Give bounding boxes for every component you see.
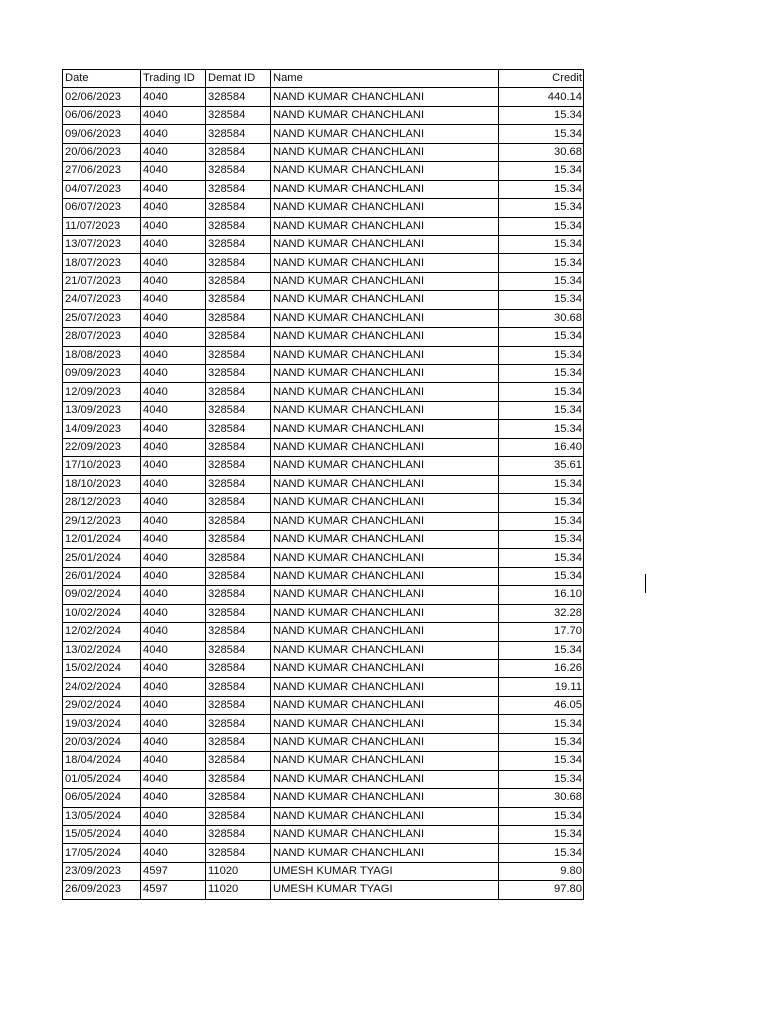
cell-credit[interactable]: 9.80 [499,862,584,880]
cell-date[interactable]: 29/02/2024 [63,696,141,714]
cell-date[interactable]: 28/12/2023 [63,494,141,512]
cell-demat-id[interactable]: 328584 [206,420,271,438]
cell-date[interactable]: 12/01/2024 [63,530,141,548]
cell-demat-id[interactable]: 328584 [206,512,271,530]
cell-trading-id[interactable]: 4040 [141,272,206,290]
table-row [63,365,584,383]
cell-date[interactable]: 25/01/2024 [63,549,141,567]
cell-date[interactable]: 17/05/2024 [63,844,141,862]
cell-name[interactable]: NAND KUMAR CHANCHLANI [271,494,499,512]
cell-demat-id[interactable]: 328584 [206,199,271,217]
table-row [63,401,584,419]
cell-trading-id[interactable]: 4040 [141,401,206,419]
cell-date[interactable]: 09/09/2023 [63,365,141,383]
cell-trading-id[interactable]: 4040 [141,438,206,456]
cell-credit[interactable]: 17.70 [499,623,584,641]
cell-demat-id[interactable]: 328584 [206,291,271,309]
cell-date[interactable]: 19/03/2024 [63,715,141,733]
cell-name[interactable]: NAND KUMAR CHANCHLANI [271,530,499,548]
cell-trading-id[interactable]: 4040 [141,807,206,825]
cell-name[interactable]: NAND KUMAR CHANCHLANI [271,641,499,659]
table-row [63,660,584,678]
cell-demat-id[interactable]: 328584 [206,530,271,548]
cell-trading-id[interactable]: 4040 [141,217,206,235]
cell-name[interactable]: NAND KUMAR CHANCHLANI [271,733,499,751]
cell-name[interactable]: NAND KUMAR CHANCHLANI [271,420,499,438]
table-row [63,567,584,585]
cell-date[interactable]: 18/10/2023 [63,475,141,493]
cell-demat-id[interactable]: 328584 [206,438,271,456]
cell-demat-id[interactable]: 11020 [206,862,271,880]
cell-name[interactable]: NAND KUMAR CHANCHLANI [271,457,499,475]
cell-trading-id[interactable]: 4040 [141,199,206,217]
cell-demat-id[interactable]: 328584 [206,733,271,751]
table-row [63,752,584,770]
cell-demat-id[interactable]: 328584 [206,383,271,401]
table-header-row [63,70,584,88]
cell-credit[interactable]: 15.34 [499,770,584,788]
table-row [63,291,584,309]
cell-date[interactable]: 18/07/2023 [63,254,141,272]
cell-demat-id[interactable]: 11020 [206,881,271,899]
cell-trading-id[interactable]: 4040 [141,309,206,327]
header-trading-id[interactable]: Trading ID [141,70,206,88]
table-row [63,494,584,512]
cell-trading-id[interactable]: 4040 [141,346,206,364]
cell-demat-id[interactable]: 328584 [206,586,271,604]
cell-credit[interactable]: 15.34 [499,199,584,217]
cell-trading-id[interactable]: 4040 [141,660,206,678]
cell-trading-id[interactable]: 4040 [141,162,206,180]
cell-date[interactable]: 21/07/2023 [63,272,141,290]
table-row [63,383,584,401]
table-row [63,235,584,253]
cell-date[interactable]: 15/02/2024 [63,660,141,678]
header-name[interactable]: Name [271,70,499,88]
cell-date[interactable]: 13/07/2023 [63,235,141,253]
cell-name[interactable]: NAND KUMAR CHANCHLANI [271,660,499,678]
cell-trading-id[interactable]: 4040 [141,106,206,124]
table-row [63,162,584,180]
cell-date[interactable]: 20/03/2024 [63,733,141,751]
cell-credit[interactable]: 15.34 [499,715,584,733]
cell-name[interactable]: NAND KUMAR CHANCHLANI [271,401,499,419]
cell-demat-id[interactable]: 328584 [206,696,271,714]
cell-credit[interactable]: 30.68 [499,143,584,161]
cell-date[interactable]: 09/02/2024 [63,586,141,604]
cell-demat-id[interactable]: 328584 [206,217,271,235]
cell-demat-id[interactable]: 328584 [206,604,271,622]
table-row [63,272,584,290]
cell-name[interactable]: NAND KUMAR CHANCHLANI [271,807,499,825]
cell-credit[interactable]: 15.34 [499,235,584,253]
cell-name[interactable]: NAND KUMAR CHANCHLANI [271,180,499,198]
cell-demat-id[interactable]: 328584 [206,309,271,327]
cell-name[interactable]: NAND KUMAR CHANCHLANI [271,125,499,143]
cell-name[interactable]: NAND KUMAR CHANCHLANI [271,254,499,272]
cell-trading-id[interactable]: 4040 [141,125,206,143]
table-row [63,586,584,604]
cell-name[interactable]: NAND KUMAR CHANCHLANI [271,770,499,788]
cell-trading-id[interactable]: 4040 [141,180,206,198]
cell-credit[interactable]: 15.34 [499,752,584,770]
cell-trading-id[interactable]: 4040 [141,789,206,807]
cell-date[interactable]: 28/07/2023 [63,328,141,346]
cell-name[interactable]: NAND KUMAR CHANCHLANI [271,844,499,862]
cell-trading-id[interactable]: 4040 [141,494,206,512]
cell-name[interactable]: NAND KUMAR CHANCHLANI [271,309,499,327]
cell-date[interactable]: 14/09/2023 [63,420,141,438]
table-row [63,309,584,327]
cell-demat-id[interactable]: 328584 [206,180,271,198]
cell-credit[interactable]: 19.11 [499,678,584,696]
table-row [63,106,584,124]
cell-trading-id[interactable]: 4040 [141,567,206,585]
cell-credit[interactable]: 15.34 [499,254,584,272]
cell-demat-id[interactable]: 328584 [206,88,271,106]
cell-date[interactable]: 17/10/2023 [63,457,141,475]
cell-trading-id[interactable]: 4040 [141,696,206,714]
cell-trading-id[interactable]: 4040 [141,530,206,548]
cell-trading-id[interactable]: 4040 [141,512,206,530]
table-row [63,604,584,622]
cell-demat-id[interactable]: 328584 [206,752,271,770]
table-row [63,125,584,143]
cell-date[interactable]: 25/07/2023 [63,309,141,327]
cell-credit[interactable]: 15.34 [499,383,584,401]
cell-name[interactable]: NAND KUMAR CHANCHLANI [271,438,499,456]
table-row [63,733,584,751]
cell-trading-id[interactable]: 4597 [141,881,206,899]
table-row [63,715,584,733]
cell-name[interactable]: NAND KUMAR CHANCHLANI [271,328,499,346]
cell-name[interactable]: UMESH KUMAR TYAGI [271,862,499,880]
cell-name[interactable]: NAND KUMAR CHANCHLANI [271,825,499,843]
cell-name[interactable]: UMESH KUMAR TYAGI [271,881,499,899]
cell-trading-id[interactable]: 4040 [141,752,206,770]
cell-date[interactable]: 01/05/2024 [63,770,141,788]
cell-trading-id[interactable]: 4040 [141,420,206,438]
table-row [63,881,584,899]
cell-trading-id[interactable]: 4040 [141,291,206,309]
cell-trading-id[interactable]: 4040 [141,678,206,696]
cell-credit[interactable]: 15.34 [499,365,584,383]
table-row [63,457,584,475]
cell-credit[interactable]: 15.34 [499,549,584,567]
cell-credit[interactable]: 15.34 [499,106,584,124]
cell-trading-id[interactable]: 4597 [141,862,206,880]
cell-trading-id[interactable]: 4040 [141,457,206,475]
cell-demat-id[interactable]: 328584 [206,770,271,788]
cell-name[interactable]: NAND KUMAR CHANCHLANI [271,604,499,622]
cell-credit[interactable]: 15.34 [499,512,584,530]
cell-date[interactable]: 27/06/2023 [63,162,141,180]
cell-date[interactable]: 12/09/2023 [63,383,141,401]
cell-name[interactable]: NAND KUMAR CHANCHLANI [271,199,499,217]
cell-date[interactable]: 18/08/2023 [63,346,141,364]
cell-credit[interactable]: 35.61 [499,457,584,475]
cell-name[interactable]: NAND KUMAR CHANCHLANI [271,217,499,235]
cell-demat-id[interactable]: 328584 [206,844,271,862]
table-row [63,88,584,106]
cell-name[interactable]: NAND KUMAR CHANCHLANI [271,106,499,124]
cell-demat-id[interactable]: 328584 [206,623,271,641]
table-row [63,696,584,714]
cell-name[interactable]: NAND KUMAR CHANCHLANI [271,789,499,807]
cell-date[interactable]: 26/09/2023 [63,881,141,899]
cell-name[interactable]: NAND KUMAR CHANCHLANI [271,567,499,585]
cell-date[interactable]: 29/12/2023 [63,512,141,530]
cell-date[interactable]: 13/05/2024 [63,807,141,825]
cell-trading-id[interactable]: 4040 [141,715,206,733]
table-row [63,512,584,530]
cell-demat-id[interactable]: 328584 [206,346,271,364]
cell-trading-id[interactable]: 4040 [141,733,206,751]
cell-credit[interactable]: 15.34 [499,272,584,290]
cell-name[interactable]: NAND KUMAR CHANCHLANI [271,365,499,383]
header-date[interactable]: Date [63,70,141,88]
table-row [63,789,584,807]
cell-trading-id[interactable]: 4040 [141,383,206,401]
cell-date[interactable]: 10/02/2024 [63,604,141,622]
cell-credit[interactable]: 15.34 [499,180,584,198]
cell-date[interactable]: 22/09/2023 [63,438,141,456]
cell-date[interactable]: 13/09/2023 [63,401,141,419]
cell-date[interactable]: 04/07/2023 [63,180,141,198]
cell-demat-id[interactable]: 328584 [206,567,271,585]
cell-name[interactable]: NAND KUMAR CHANCHLANI [271,715,499,733]
cell-demat-id[interactable]: 328584 [206,660,271,678]
table-row [63,199,584,217]
cell-demat-id[interactable]: 328584 [206,825,271,843]
cell-credit[interactable]: 15.34 [499,420,584,438]
cell-name[interactable]: NAND KUMAR CHANCHLANI [271,235,499,253]
cell-demat-id[interactable]: 328584 [206,272,271,290]
cell-date[interactable]: 09/06/2023 [63,125,141,143]
cell-credit[interactable]: 30.68 [499,789,584,807]
table-row [63,420,584,438]
cell-date[interactable]: 12/02/2024 [63,623,141,641]
table-row [63,180,584,198]
cell-date[interactable]: 23/09/2023 [63,862,141,880]
cell-trading-id[interactable]: 4040 [141,365,206,383]
cell-credit[interactable]: 15.34 [499,844,584,862]
cell-credit[interactable]: 32.28 [499,604,584,622]
cell-credit[interactable]: 15.34 [499,125,584,143]
cell-name[interactable]: NAND KUMAR CHANCHLANI [271,623,499,641]
cell-trading-id[interactable]: 4040 [141,641,206,659]
cell-credit[interactable]: 15.34 [499,291,584,309]
header-credit[interactable]: Credit [499,70,584,88]
cell-trading-id[interactable]: 4040 [141,825,206,843]
cell-date[interactable]: 18/04/2024 [63,752,141,770]
cell-name[interactable]: NAND KUMAR CHANCHLANI [271,291,499,309]
cell-date[interactable]: 06/06/2023 [63,106,141,124]
cell-name[interactable]: NAND KUMAR CHANCHLANI [271,512,499,530]
cell-credit[interactable]: 15.34 [499,494,584,512]
cell-demat-id[interactable]: 328584 [206,789,271,807]
cell-demat-id[interactable]: 328584 [206,125,271,143]
cell-demat-id[interactable]: 328584 [206,365,271,383]
cell-trading-id[interactable]: 4040 [141,623,206,641]
cell-demat-id[interactable]: 328584 [206,143,271,161]
credit-table [62,69,584,900]
cell-name[interactable]: NAND KUMAR CHANCHLANI [271,696,499,714]
cell-date[interactable]: 06/05/2024 [63,789,141,807]
cell-demat-id[interactable]: 328584 [206,254,271,272]
cell-name[interactable]: NAND KUMAR CHANCHLANI [271,752,499,770]
cell-date[interactable]: 26/01/2024 [63,567,141,585]
cell-credit[interactable]: 97.80 [499,881,584,899]
cell-credit[interactable]: 16.26 [499,660,584,678]
table-body [63,88,584,899]
cell-credit[interactable]: 16.10 [499,586,584,604]
cell-trading-id[interactable]: 4040 [141,254,206,272]
table-row [63,623,584,641]
cell-credit[interactable]: 15.34 [499,530,584,548]
cell-trading-id[interactable]: 4040 [141,586,206,604]
cell-date[interactable]: 15/05/2024 [63,825,141,843]
cell-trading-id[interactable]: 4040 [141,549,206,567]
table-row [63,328,584,346]
cell-credit[interactable]: 15.34 [499,346,584,364]
cell-credit[interactable]: 15.34 [499,733,584,751]
table-row [63,641,584,659]
cell-date[interactable]: 20/06/2023 [63,143,141,161]
header-demat-id[interactable]: Demat ID [206,70,271,88]
cell-name[interactable]: NAND KUMAR CHANCHLANI [271,586,499,604]
cell-demat-id[interactable]: 328584 [206,807,271,825]
table-row [63,549,584,567]
cell-demat-id[interactable]: 328584 [206,678,271,696]
table-row [63,678,584,696]
cell-demat-id[interactable]: 328584 [206,106,271,124]
cell-credit[interactable]: 15.34 [499,401,584,419]
cell-credit[interactable]: 15.34 [499,825,584,843]
cell-credit[interactable]: 15.34 [499,162,584,180]
cell-demat-id[interactable]: 328584 [206,549,271,567]
cell-credit[interactable]: 46.05 [499,696,584,714]
cell-name[interactable]: NAND KUMAR CHANCHLANI [271,88,499,106]
cell-demat-id[interactable]: 328584 [206,494,271,512]
table-row [63,438,584,456]
cell-name[interactable]: NAND KUMAR CHANCHLANI [271,272,499,290]
cell-credit[interactable]: 16.40 [499,438,584,456]
table-row [63,475,584,493]
cell-trading-id[interactable]: 4040 [141,143,206,161]
cell-credit[interactable]: 15.34 [499,475,584,493]
cell-date[interactable]: 11/07/2023 [63,217,141,235]
cell-demat-id[interactable]: 328584 [206,401,271,419]
table-row [63,770,584,788]
cell-trading-id[interactable]: 4040 [141,844,206,862]
cell-credit[interactable]: 15.34 [499,328,584,346]
cell-credit[interactable]: 15.34 [499,567,584,585]
cell-credit[interactable]: 15.34 [499,807,584,825]
cell-trading-id[interactable]: 4040 [141,604,206,622]
table-row [63,346,584,364]
cell-credit[interactable]: 15.34 [499,641,584,659]
cell-trading-id[interactable]: 4040 [141,770,206,788]
cell-date[interactable]: 13/02/2024 [63,641,141,659]
table-row [63,807,584,825]
cell-credit[interactable]: 440.14 [499,88,584,106]
cell-trading-id[interactable]: 4040 [141,475,206,493]
table-row [63,844,584,862]
cell-demat-id[interactable]: 328584 [206,328,271,346]
cell-demat-id[interactable]: 328584 [206,641,271,659]
cell-date[interactable]: 06/07/2023 [63,199,141,217]
cell-credit[interactable]: 15.34 [499,217,584,235]
cell-trading-id[interactable]: 4040 [141,235,206,253]
cell-name[interactable]: NAND KUMAR CHANCHLANI [271,549,499,567]
cell-name[interactable]: NAND KUMAR CHANCHLANI [271,162,499,180]
table-row [63,143,584,161]
cell-name[interactable]: NAND KUMAR CHANCHLANI [271,143,499,161]
cell-demat-id[interactable]: 328584 [206,715,271,733]
text-cursor [645,574,646,593]
cell-date[interactable]: 24/07/2023 [63,291,141,309]
cell-trading-id[interactable]: 4040 [141,328,206,346]
cell-credit[interactable]: 30.68 [499,309,584,327]
cell-name[interactable]: NAND KUMAR CHANCHLANI [271,475,499,493]
cell-trading-id[interactable]: 4040 [141,88,206,106]
table-row [63,530,584,548]
cell-name[interactable]: NAND KUMAR CHANCHLANI [271,678,499,696]
cell-name[interactable]: NAND KUMAR CHANCHLANI [271,383,499,401]
cell-demat-id[interactable]: 328584 [206,475,271,493]
table-row [63,862,584,880]
cell-date[interactable]: 02/06/2023 [63,88,141,106]
cell-demat-id[interactable]: 328584 [206,162,271,180]
cell-demat-id[interactable]: 328584 [206,457,271,475]
table-row [63,825,584,843]
cell-name[interactable]: NAND KUMAR CHANCHLANI [271,346,499,364]
table-row [63,217,584,235]
table-row [63,254,584,272]
cell-demat-id[interactable]: 328584 [206,235,271,253]
cell-date[interactable]: 24/02/2024 [63,678,141,696]
